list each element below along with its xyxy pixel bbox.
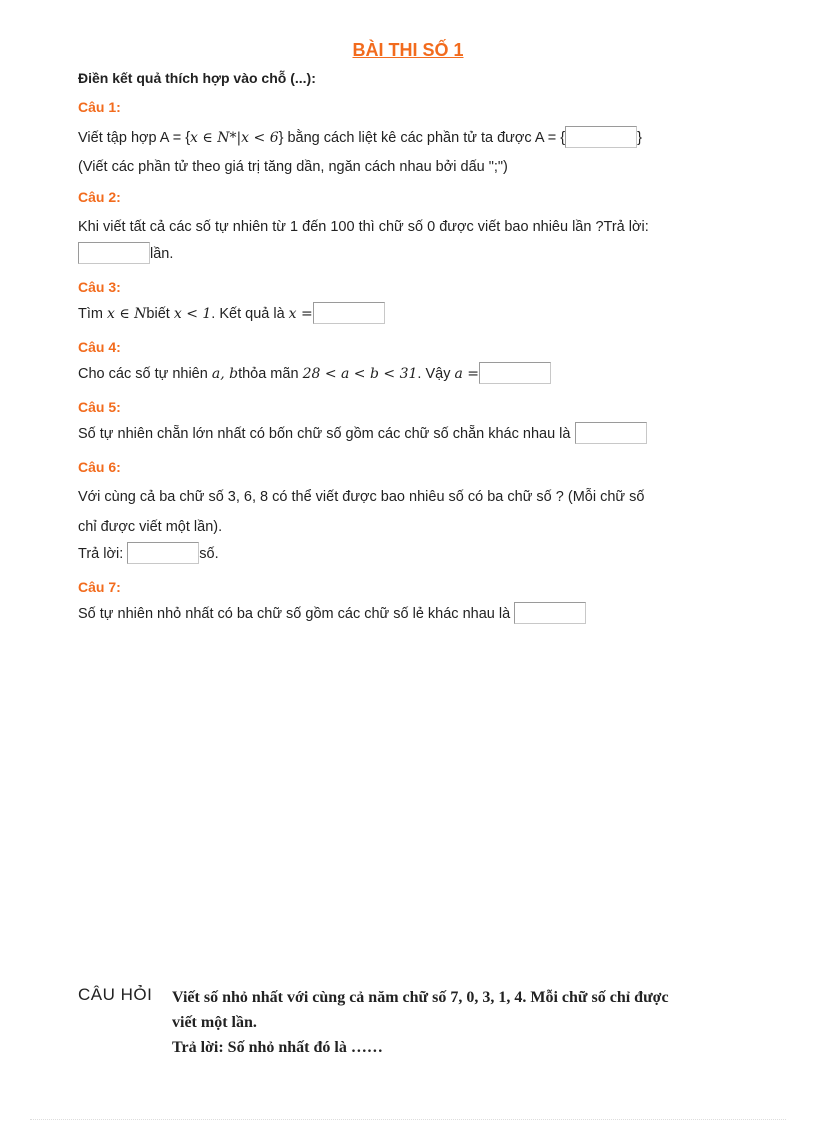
bottom-question-line3: Trả lời: Số nhỏ nhất đó là ……	[172, 1039, 383, 1056]
question-7-label: Câu 7:	[78, 579, 121, 595]
page-footer-rule	[30, 1119, 786, 1120]
q7-text: Số tự nhiên nhỏ nhất có ba chữ số gồm các chữ số lẻ khác nhau là	[78, 606, 511, 622]
q3-answer-input[interactable]	[313, 302, 385, 324]
q4-answer-input[interactable]	[479, 362, 551, 384]
q5-answer-input[interactable]	[575, 422, 647, 444]
bottom-question-label: CÂU HỎI	[78, 985, 153, 1004]
q1-text-close: }	[637, 130, 642, 146]
q4-text-before: Cho các số tự nhiên	[78, 366, 208, 382]
instruction: Điền kết quả thích hợp vào chỗ (...):	[78, 70, 316, 86]
question-2-label: Câu 2:	[78, 189, 121, 205]
q1-text-after: } bằng cách liệt kê các phần tử ta được A = {	[278, 130, 566, 146]
q6-answer-input[interactable]	[127, 542, 199, 564]
q6-answer-prefix: Trả lời:	[78, 546, 124, 562]
question-6-text-line2: chỉ được viết một lần).	[78, 519, 223, 535]
question-1-text	[78, 126, 642, 148]
question-5-label: Câu 5:	[78, 399, 121, 415]
question-3-text	[78, 302, 385, 324]
q6-answer-suffix: số.	[199, 546, 219, 562]
q1-answer-input[interactable]	[565, 126, 637, 148]
bottom-question-text	[172, 985, 738, 1060]
question-7-text	[78, 602, 586, 624]
q5-text: Số tự nhiên chẵn lớn nhất có bốn chữ số gồm các chữ số chẵn khác nhau là	[78, 426, 571, 442]
q4-math-2: 28 < a < b < 31	[302, 366, 418, 382]
question-6-text-line1: Với cùng cả ba chữ số 3, 6, 8 có thể viết được bao nhiêu số có ba chữ số ? (Mỗi chữ số	[78, 489, 645, 505]
q3-text-after: . Kết quả là	[211, 306, 285, 322]
question-3-label: Câu 3:	[78, 279, 121, 295]
question-6-answer-line	[78, 542, 219, 564]
question-6-label: Câu 6:	[78, 459, 121, 475]
question-2-text: Khi viết tất cả các số tự nhiên từ 1 đến 100 thì chữ số 0 được viết bao nhiêu lần ?Trả lời:	[78, 219, 649, 235]
q4-math-3: a =	[454, 366, 480, 382]
bottom-question-line1: Viết số nhỏ nhất với cùng cả năm chữ số 7, 0, 3, 1, 4. Mỗi chữ số chỉ được	[172, 989, 669, 1006]
q1-math-set: x ∈ N*|x < 6	[190, 130, 279, 146]
question-4-text	[78, 362, 551, 384]
question-2-answer-line	[78, 242, 173, 264]
q3-text-before: Tìm	[78, 306, 103, 322]
question-1-note: (Viết các phần tử theo giá trị tăng dần, ngăn cách nhau bởi dấu ";")	[78, 159, 508, 175]
q3-math-2: x < 1	[173, 306, 212, 322]
question-4-label: Câu 4:	[78, 339, 121, 355]
q1-text-before: Viết tập hợp A = {	[78, 130, 191, 146]
page-title: BÀI THI SỐ 1	[352, 40, 464, 60]
q7-answer-input[interactable]	[514, 602, 586, 624]
q2-answer-input[interactable]	[78, 242, 150, 264]
question-1-label: Câu 1:	[78, 99, 121, 115]
q2-suffix: lần.	[150, 246, 174, 262]
q3-math-1: x ∈ N	[107, 306, 147, 322]
q4-text-mid: thỏa mãn	[238, 366, 299, 382]
q3-text-mid: biết	[146, 306, 170, 322]
bottom-question-line2: viết một lần.	[172, 1014, 257, 1031]
question-5-text	[78, 422, 647, 444]
q4-math-1: a, b	[211, 366, 239, 382]
q4-text-after: . Vậy	[417, 366, 451, 382]
q3-math-3: x =	[288, 306, 313, 322]
